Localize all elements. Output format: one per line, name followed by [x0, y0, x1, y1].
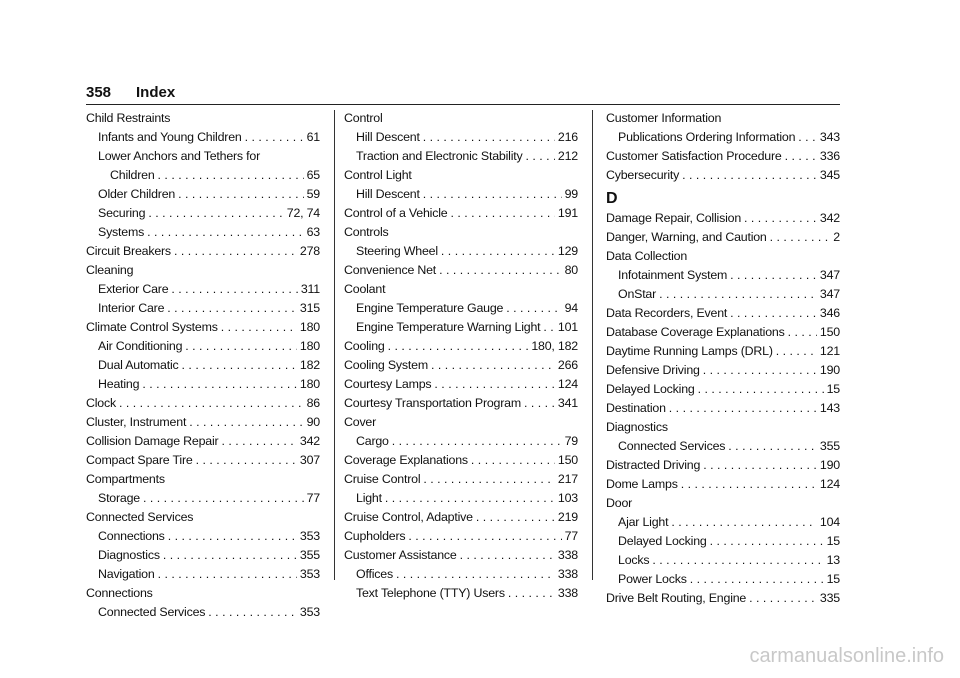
index-entry-label: Clock: [86, 396, 116, 410]
index-entry-page: 121: [819, 344, 840, 358]
index-entry-label: Traction and Electronic Stability: [356, 149, 523, 163]
index-entry-label: Hill Descent: [356, 187, 420, 201]
index-entry-page: 79: [564, 434, 578, 448]
index-entry-page: 217: [557, 472, 578, 486]
index-entry: [86, 375, 320, 394]
index-entry-page: 77: [306, 491, 320, 505]
index-entry-label: Cruise Control, Adaptive: [344, 510, 473, 524]
index-entry: [606, 109, 840, 128]
index-entry-page: 90: [306, 415, 320, 429]
index-entry-label: Circuit Breakers: [86, 244, 171, 258]
dot-leader: [385, 489, 555, 508]
dot-leader: [441, 242, 555, 261]
index-entry-label: Customer Information: [606, 111, 722, 125]
dot-leader: [408, 527, 561, 546]
dot-leader: [388, 337, 529, 356]
index-entry-label: OnStar: [618, 287, 657, 301]
index-entry: [344, 299, 578, 318]
index-entry-page: 124: [557, 377, 578, 391]
index-entry-page: 190: [819, 363, 840, 377]
index-entry-label: Courtesy Lamps: [344, 377, 432, 391]
index-entry-label: Climate Control Systems: [86, 320, 218, 334]
index-entry-label: Cluster, Instrument: [86, 415, 187, 429]
index-entry-page: 182: [299, 358, 320, 372]
dot-leader: [524, 394, 555, 413]
index-entry: [344, 375, 578, 394]
index-entry: [86, 147, 320, 166]
dot-leader: [703, 456, 817, 475]
index-entry: [86, 318, 320, 337]
index-entry: [606, 209, 840, 228]
index-entry: [86, 109, 320, 128]
index-entry-page: 353: [299, 567, 320, 581]
index-entry-label: Connected Services: [98, 605, 206, 619]
index-entry-label: Door: [606, 496, 633, 510]
index-entry: [344, 489, 578, 508]
index-entry: [606, 437, 840, 456]
dot-leader: [119, 394, 304, 413]
index-entry: [86, 166, 320, 185]
dot-leader: [142, 375, 297, 394]
index-entry-label: Systems: [98, 225, 145, 239]
index-entry-label: Damage Repair, Collision: [606, 211, 742, 225]
index-entry: [344, 470, 578, 489]
dot-leader: [434, 375, 555, 394]
index-entry: [86, 394, 320, 413]
index-entry-label: Defensive Driving: [606, 363, 700, 377]
index-entry-label: Cybersecurity: [606, 168, 680, 182]
index-entry: [86, 280, 320, 299]
index-entry: [86, 489, 320, 508]
dot-leader: [728, 437, 817, 456]
dot-leader: [681, 475, 817, 494]
index-entry-label: Steering Wheel: [356, 244, 438, 258]
dot-leader: [785, 147, 817, 166]
index-entry-label: Older Children: [98, 187, 176, 201]
index-entry-page: 341: [557, 396, 578, 410]
index-entry: [86, 451, 320, 470]
index-entry-page: 86: [306, 396, 320, 410]
index-entry-page: 180: [299, 320, 320, 334]
dot-leader: [158, 166, 304, 185]
index-entry-label: Infants and Young Children: [98, 130, 242, 144]
index-entry-page: 65: [306, 168, 320, 182]
dot-leader: [730, 266, 817, 285]
index-entry: [606, 418, 840, 437]
index-entry-page: 15: [826, 572, 840, 586]
index-entry-label: Delayed Locking: [618, 534, 707, 548]
dot-leader: [221, 432, 296, 451]
index-entry: [606, 399, 840, 418]
index-entry-page: 338: [557, 548, 578, 562]
index-entry: [606, 589, 840, 608]
index-entry: [606, 513, 840, 532]
index-entry-label: Air Conditioning: [98, 339, 183, 353]
index-entry-page: 80: [564, 263, 578, 277]
index-entry-label: Power Locks: [618, 572, 687, 586]
index-entry-page: 61: [306, 130, 320, 144]
page-number: 358: [86, 84, 112, 101]
index-entry: [344, 565, 578, 584]
index-entry-page: 180: [299, 339, 320, 353]
index-entry-page: 307: [299, 453, 320, 467]
dot-leader: [710, 532, 824, 551]
index-entry-label: Interior Care: [98, 301, 165, 315]
index-entry-page: 338: [557, 567, 578, 581]
column-divider: [592, 110, 593, 580]
index-entry-page: 99: [564, 187, 578, 201]
dot-leader: [423, 185, 562, 204]
index-entry: [86, 128, 320, 147]
dot-leader: [439, 261, 562, 280]
index-entry: [86, 603, 320, 622]
index-entry-label: Engine Temperature Gauge: [356, 301, 504, 315]
index-entry: [606, 361, 840, 380]
dot-leader: [148, 204, 283, 223]
index-entry-label: Delayed Locking: [606, 382, 695, 396]
index-entry-page: 335: [819, 591, 840, 605]
index-entry-label: Compartments: [86, 472, 165, 486]
index-entry-label: Connections: [86, 586, 153, 600]
index-entry: [606, 475, 840, 494]
index-entry-page: 342: [299, 434, 320, 448]
section-letter: D: [606, 190, 618, 207]
index-entry-label: Coolant: [344, 282, 386, 296]
index-entry-page: 347: [819, 287, 840, 301]
index-entry-label: Drive Belt Routing, Engine: [606, 591, 747, 605]
index-entry-page: 101: [557, 320, 578, 334]
dot-leader: [690, 570, 824, 589]
dot-leader: [450, 204, 554, 223]
index-entry: [606, 380, 840, 399]
index-entry: [606, 247, 840, 266]
index-entry: [344, 261, 578, 280]
index-entry: [86, 242, 320, 261]
dot-leader: [143, 489, 304, 508]
index-entry-label: Diagnostics: [606, 420, 668, 434]
index-entry-page: 104: [819, 515, 840, 529]
index-entry-label: Connected Services: [618, 439, 726, 453]
dot-leader: [245, 128, 304, 147]
index-entry-label: Light: [356, 491, 382, 505]
index-entry: [344, 527, 578, 546]
index-entry-page: 266: [557, 358, 578, 372]
index-entry-page: 355: [299, 548, 320, 562]
index-entry: [86, 508, 320, 527]
index-entry-label: Distracted Driving: [606, 458, 701, 472]
index-entry: [606, 128, 840, 147]
index-entry-page: 219: [557, 510, 578, 524]
index-entry-label: Danger, Warning, and Caution: [606, 230, 767, 244]
index-entry-label: Engine Temperature Warning Light: [356, 320, 541, 334]
dot-leader: [158, 565, 297, 584]
index-entry-page: 347: [819, 268, 840, 282]
index-entry-page: 150: [819, 325, 840, 339]
dot-leader: [171, 280, 297, 299]
index-column-3: [606, 109, 840, 608]
index-entry-label: Database Coverage Explanations: [606, 325, 785, 339]
index-entry-label: Hill Descent: [356, 130, 420, 144]
index-entry: [606, 551, 840, 570]
index-entry: [344, 223, 578, 242]
index-entry-label: Heating: [98, 377, 140, 391]
column-divider: [334, 110, 335, 580]
index-entry: [606, 342, 840, 361]
dot-leader: [147, 223, 304, 242]
dot-leader: [423, 128, 555, 147]
index-entry: [344, 318, 578, 337]
dot-leader: [506, 299, 561, 318]
index-entry-page: 13: [826, 553, 840, 567]
dot-leader: [182, 356, 297, 375]
index-entry-label: Navigation: [98, 567, 155, 581]
dot-leader: [798, 128, 817, 147]
dot-leader: [208, 603, 297, 622]
index-entry-page: 2: [833, 230, 840, 244]
index-entry: [344, 394, 578, 413]
index-entry-page: 343: [819, 130, 840, 144]
index-entry-page: 72, 74: [286, 206, 320, 220]
index-entry: [86, 204, 320, 223]
index-entry-page: 353: [299, 605, 320, 619]
index-entry: [344, 128, 578, 147]
index-entry: [344, 546, 578, 565]
dot-leader: [396, 565, 555, 584]
index-entry-label: Convenience Net: [344, 263, 437, 277]
index-entry-label: Exterior Care: [98, 282, 169, 296]
dot-leader: [178, 185, 304, 204]
index-entry-label: Publications Ordering Information: [618, 130, 796, 144]
dot-leader: [431, 356, 555, 375]
index-entry-label: Controls: [344, 225, 389, 239]
index-entry-label: Collision Damage Repair: [86, 434, 219, 448]
index-entry-page: 190: [819, 458, 840, 472]
index-entry: [86, 432, 320, 451]
index-entry-page: 346: [819, 306, 840, 320]
dot-leader: [682, 166, 817, 185]
index-entry: [606, 532, 840, 551]
index-entry-label: Dual Automatic: [98, 358, 179, 372]
index-entry-label: Customer Satisfaction Procedure: [606, 149, 782, 163]
dot-leader: [476, 508, 555, 527]
dot-leader: [776, 342, 817, 361]
index-entry: [344, 242, 578, 261]
dot-leader: [730, 304, 817, 323]
dot-leader: [652, 551, 823, 570]
dot-leader: [189, 413, 303, 432]
index-entry-label: Cruise Control: [344, 472, 421, 486]
index-entry-page: 77: [564, 529, 578, 543]
index-entry: [344, 185, 578, 204]
index-entry: [606, 304, 840, 323]
dot-leader: [163, 546, 297, 565]
index-entry-page: 342: [819, 211, 840, 225]
index-entry-page: 63: [306, 225, 320, 239]
index-entry-page: 345: [819, 168, 840, 182]
index-entry-label: Cargo: [356, 434, 389, 448]
index-entry-page: 191: [557, 206, 578, 220]
index-entry-page: 355: [819, 439, 840, 453]
index-entry-label: Cooling: [344, 339, 385, 353]
index-entry-page: 353: [299, 529, 320, 543]
index-entry-page: 216: [557, 130, 578, 144]
index-entry: [606, 456, 840, 475]
index-entry-label: Text Telephone (TTY) Users: [356, 586, 505, 600]
index-entry-page: 103: [557, 491, 578, 505]
index-entry: [86, 413, 320, 432]
dot-leader: [526, 147, 555, 166]
index-entry-page: 180: [299, 377, 320, 391]
index-entry: [86, 261, 320, 280]
index-entry: [86, 185, 320, 204]
index-entry: [606, 570, 840, 589]
index-entry-page: 311: [300, 282, 320, 296]
index-entry: [344, 356, 578, 375]
index-entry-label: Ajar Light: [618, 515, 669, 529]
index-entry-label: Connections: [98, 529, 165, 543]
index-entry-label: Data Recorders, Event: [606, 306, 728, 320]
index-entry: [606, 494, 840, 513]
index-entry: [86, 356, 320, 375]
index-entry-label: Infotainment System: [618, 268, 728, 282]
index-entry: [606, 323, 840, 342]
index-entry: [344, 432, 578, 451]
index-entry-page: 129: [557, 244, 578, 258]
index-entry-page: 15: [826, 534, 840, 548]
index-entry: [606, 166, 840, 185]
index-entry-label: Cleaning: [86, 263, 134, 277]
index-entry: [606, 228, 840, 247]
index-entry-label: Cooling System: [344, 358, 428, 372]
index-entry-label: Children: [110, 168, 155, 182]
dot-leader: [423, 470, 555, 489]
index-entry: [344, 413, 578, 432]
dot-leader: [749, 589, 817, 608]
watermark: carmanualsonline.info: [749, 645, 944, 667]
index-entry: [86, 223, 320, 242]
index-entry-page: 150: [557, 453, 578, 467]
index-entry: [344, 337, 578, 356]
page-header: [86, 84, 840, 104]
index-entry: [86, 546, 320, 565]
index-entry-label: Offices: [356, 567, 393, 581]
dot-leader: [770, 228, 831, 247]
index-entry: [344, 166, 578, 185]
index-entry-page: 143: [819, 401, 840, 415]
index-entry-label: Storage: [98, 491, 140, 505]
index-entry-label: Securing: [98, 206, 146, 220]
index-entry-label: Compact Spare Tire: [86, 453, 193, 467]
dot-leader: [671, 513, 817, 532]
index-entry-label: Daytime Running Lamps (DRL): [606, 344, 773, 358]
dot-leader: [703, 361, 817, 380]
index-entry: [344, 451, 578, 470]
dot-leader: [698, 380, 824, 399]
index-entry-label: Diagnostics: [98, 548, 160, 562]
index-entry: [86, 527, 320, 546]
index-entry-label: Control Light: [344, 168, 412, 182]
index-entry-label: Courtesy Transportation Program: [344, 396, 521, 410]
index-entry-label: Lower Anchors and Tethers for: [98, 149, 261, 163]
index-entry: [344, 204, 578, 223]
index-entry: [344, 508, 578, 527]
index-entry-label: Customer Assistance: [344, 548, 457, 562]
index-entry: [344, 280, 578, 299]
index-entry-label: Destination: [606, 401, 666, 415]
page-title: Index: [136, 84, 176, 101]
index-column-1: [86, 109, 320, 622]
index-entry: [344, 147, 578, 166]
index-entry-page: 278: [299, 244, 320, 258]
index-entry-page: 336: [819, 149, 840, 163]
index-entry-label: Cupholders: [344, 529, 406, 543]
index-entry-page: 315: [299, 301, 320, 315]
index-entry-page: 94: [564, 301, 578, 315]
index-entry-label: Child Restraints: [86, 111, 171, 125]
index-entry-page: 124: [819, 477, 840, 491]
dot-leader: [659, 285, 817, 304]
header-rule: [86, 104, 840, 105]
dot-leader: [174, 242, 297, 261]
index-entry-page: 15: [826, 382, 840, 396]
index-entry-label: Control of a Vehicle: [344, 206, 448, 220]
index-entry: [86, 565, 320, 584]
index-entry-label: Connected Services: [86, 510, 194, 524]
index-entry-page: 338: [557, 586, 578, 600]
index-entry: [606, 266, 840, 285]
index-entry: [86, 470, 320, 489]
index-entry-label: Data Collection: [606, 249, 688, 263]
index-entry-page: 180, 182: [531, 339, 578, 353]
dot-leader: [508, 584, 555, 603]
dot-leader: [221, 318, 297, 337]
index-entry: [86, 584, 320, 603]
index-entry-label: Cover: [344, 415, 377, 429]
index-entry: [344, 109, 578, 128]
index-entry: [86, 299, 320, 318]
index-entry-label: Locks: [618, 553, 650, 567]
dot-leader: [744, 209, 817, 228]
index-entry: [86, 337, 320, 356]
dot-leader: [167, 299, 297, 318]
dot-leader: [460, 546, 555, 565]
dot-leader: [471, 451, 555, 470]
index-entry-page: 59: [306, 187, 320, 201]
index-entry-label: Coverage Explanations: [344, 453, 468, 467]
dot-leader: [168, 527, 297, 546]
dot-leader: [669, 399, 817, 418]
index-column-2: [344, 109, 578, 603]
index-entry: [606, 147, 840, 166]
index-entry-label: Dome Lamps: [606, 477, 678, 491]
dot-leader: [185, 337, 297, 356]
dot-leader: [543, 318, 555, 337]
index-entry-label: Control: [344, 111, 383, 125]
index-entry: [344, 584, 578, 603]
dot-leader: [196, 451, 297, 470]
dot-leader: [788, 323, 817, 342]
index-entry: [606, 285, 840, 304]
index-entry-page: 212: [557, 149, 578, 163]
dot-leader: [392, 432, 562, 451]
